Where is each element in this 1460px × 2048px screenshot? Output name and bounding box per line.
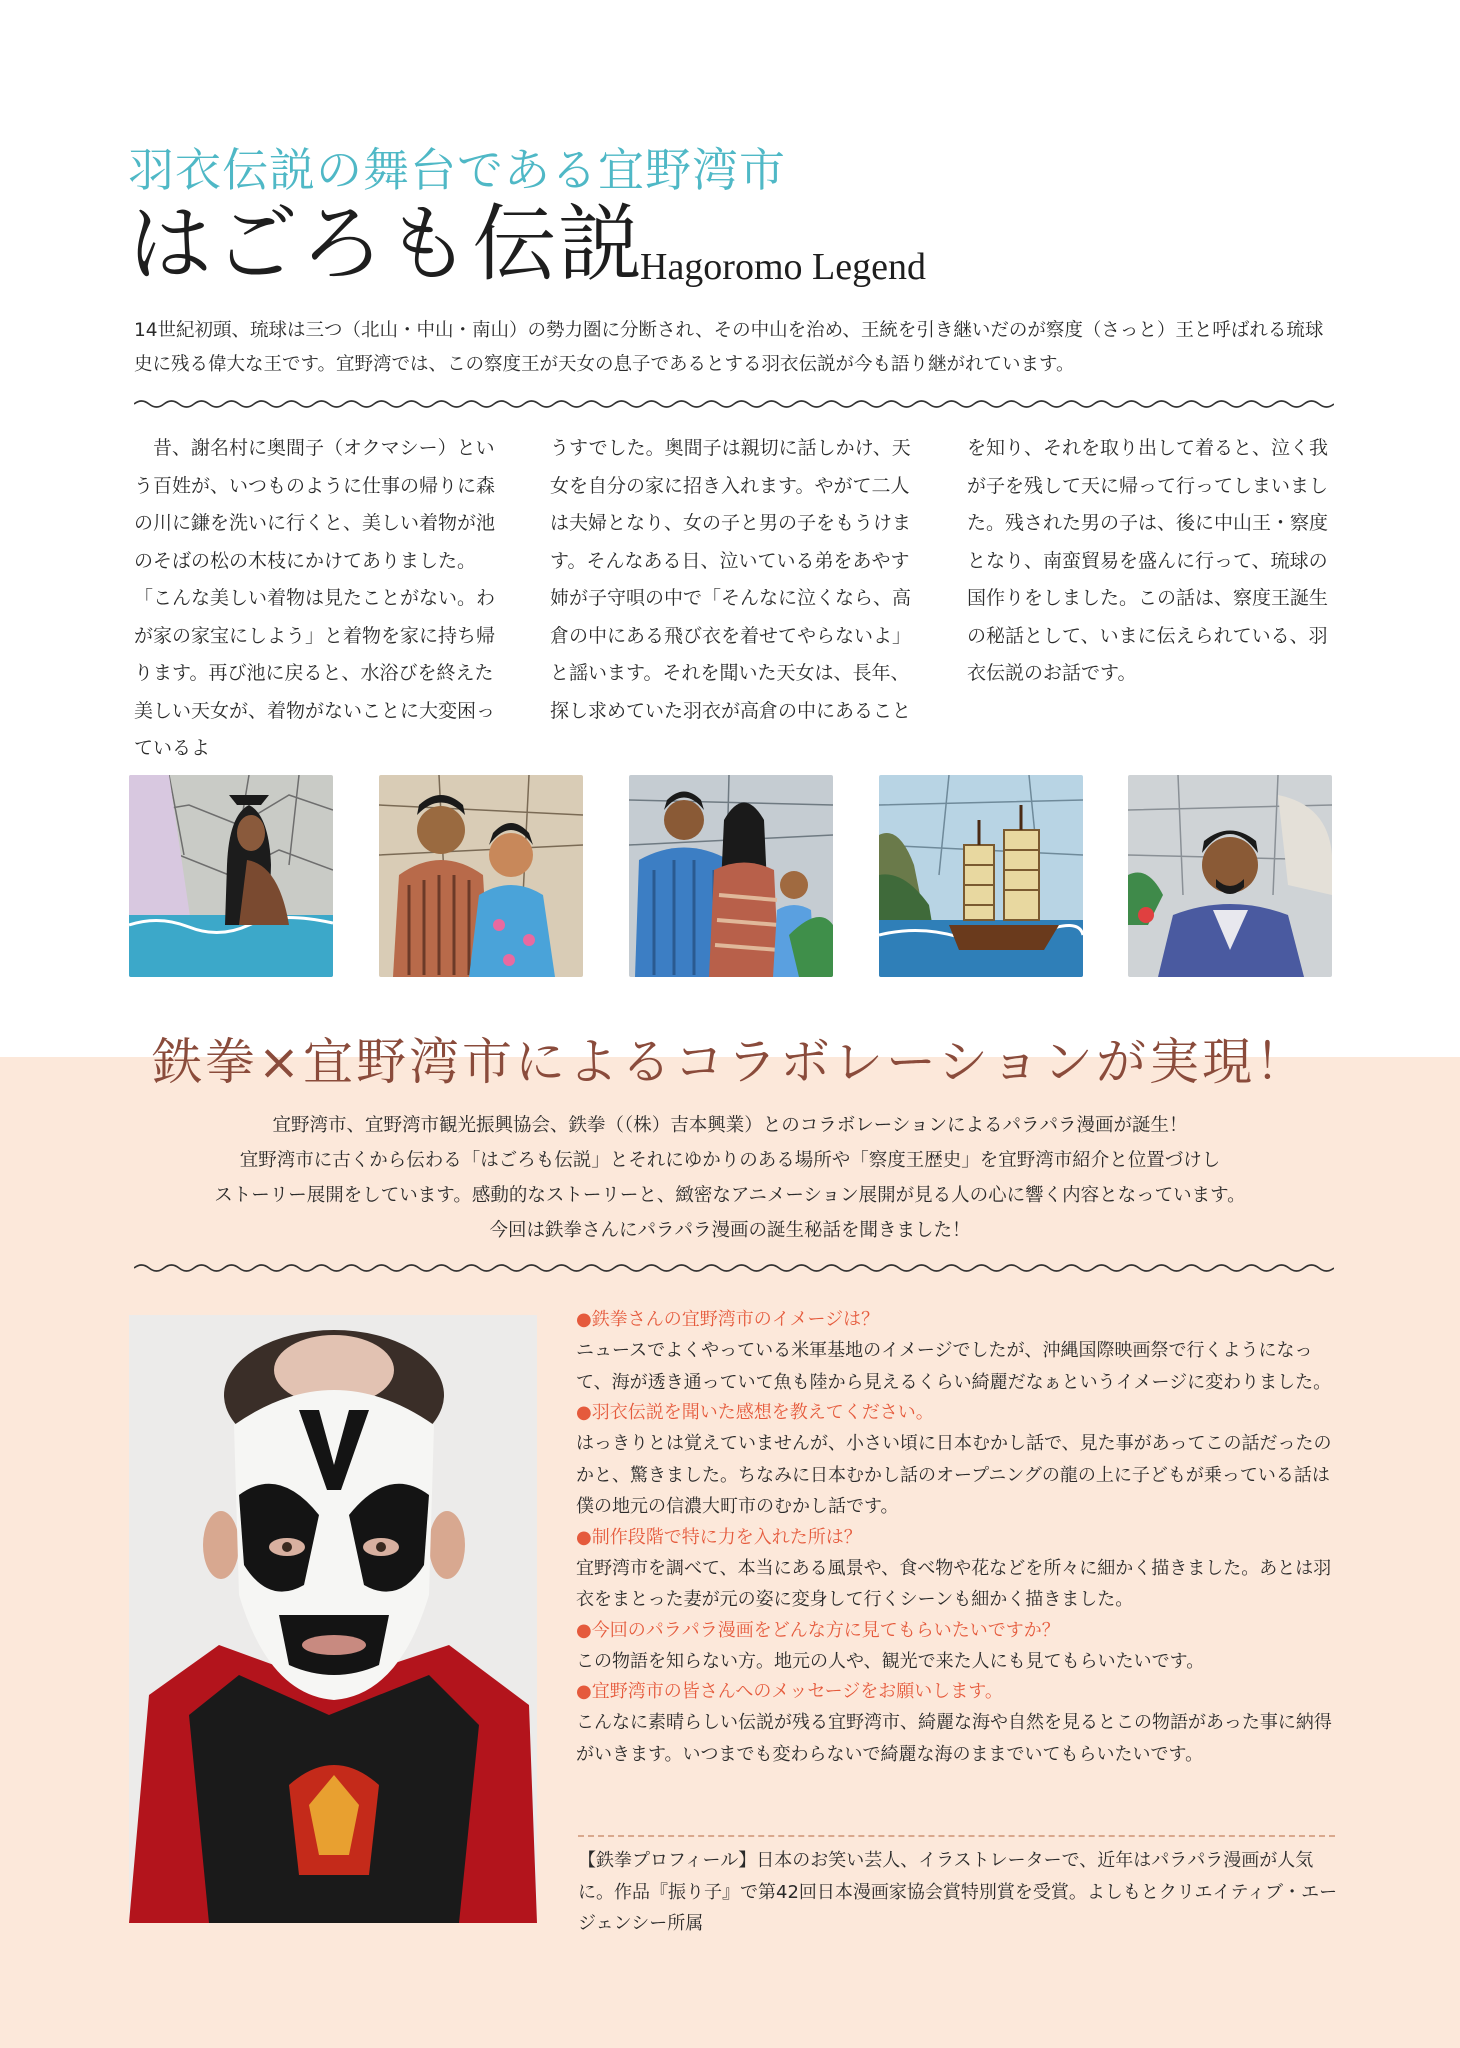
interview-section [576, 1305, 1336, 1770]
interview-item [576, 1677, 1336, 1770]
collab-line: 今回は鉄拳さんにパラパラ漫画の誕生秘話を聞きました！ [489, 1220, 971, 1241]
interview-answer: はっきりとは覚えていませんが、小さい頃に日本むかし話で、見た事があってこの話だったのかと、驚きました。ちなみに日本むかし話のオープニングの龍の上に子どもが乗っている話は僕の地元の信濃大町市のむかし話です。 [576, 1433, 1332, 1517]
intro-text: 14世紀初頭、琉球は三つ（北山・中山・南山）の勢力圏に分断され、その中山を治め、王統を引き継いだのが察度（さっと）王と呼ばれる琉球史に残る偉大な王です。宜野湾では、この察度王が天女の息子であるとする羽衣伝説が今も語り継がれています。 [134, 320, 1324, 375]
mosaic-family-image [629, 775, 833, 977]
interview-question: ●宜野湾市の皆さんへのメッセージをお願いします。 [576, 1681, 1003, 1702]
interview-item [576, 1523, 1336, 1616]
tekken-profile: 【鉄拳プロフィール】日本のお笑い芸人、イラストレーターで、近年はパラパラ漫画が人気に。作品『振り子』で第42回日本漫画家協会賞特別賞を受賞。よしもとクリエイティブ・エージェンシー所属 [578, 1850, 1338, 1934]
interview-answer: ニュースでよくやっている米軍基地のイメージでしたが、沖縄国際映画祭で行くようになって、海が透き通っていて魚も陸から見えるくらい綺麗だなぁというイメージに変わりました。 [576, 1340, 1332, 1393]
collab-line: 宜野湾市に古くから伝わる「はごろも伝説」とそれにゆかりのある場所や「察度王歴史」を宜野湾市紹介と位置づけし [239, 1150, 1221, 1171]
story-column-1: 昔、謝名村に奥間子（オクマシー）という百姓が、いつものように仕事の帰りに森の川に鎌を洗いに行くと、美しい着物が池のそばの松の木枝にかけてありました。「こんな美しい着物は見たことがない。わが家の家宝にしよう」と着物を家に持ち帰ります。再び池に戻ると、水浴びを終えた美しい天女が、着物がないことに大変困っているよ [134, 437, 496, 759]
page-title: はごろも伝説 [128, 195, 645, 293]
interview-question: ●今回のパラパラ漫画をどんな方に見てもらいたいですか？ [576, 1619, 1060, 1641]
page-title-english: Hagoromo Legend [640, 246, 926, 288]
interview-question: ●羽衣伝説を聞いた感想を教えてください。 [576, 1402, 934, 1423]
interview-item [576, 1616, 1336, 1678]
interview-answer: 宜野湾市を調べて、本当にある風景や、食べ物や花などを所々に細かく描きました。あとは羽衣をまとった妻が元の姿に変身して行くシーンも細かく描きました。 [576, 1557, 1332, 1610]
mosaic-ship-image [879, 775, 1083, 977]
collab-line: 宜野湾市、宜野湾市観光振興協会、鉄拳（（株）吉本興業）とのコラボレーションによるパラパラ漫画が誕生！ [272, 1115, 1188, 1136]
interview-question: ●制作段階で特に力を入れた所は？ [576, 1526, 862, 1548]
wavy-divider [134, 396, 1334, 412]
mosaic-tennyo-bathing-image [129, 775, 333, 977]
interview-question: ●鉄拳さんの宜野湾市のイメージは？ [576, 1309, 880, 1330]
story-column-2: うすでした。奥間子は親切に話しかけ、天女を自分の家に招き入れます。やがて二人は夫婦となり、女の子と男の子をもうけます。そんなある日、泣いている弟をあやす姉が子守唄の中で「そんなに泣くなら、高倉の中にある飛び衣を着せてやらないよ」と謡います。それを聞いた天女は、長年、探し求めていた羽衣が高倉の中にあること [550, 437, 912, 722]
story-column-3: を知り、それを取り出して着ると、泣く我が子を残して天に帰って行ってしまいました。残された男の子は、後に中山王・察度となり、南蛮貿易を盛んに行って、琉球の国作りをしました。この話は、察度王誕生の秘話として、いまに伝えられている、羽衣伝説のお話です。 [967, 437, 1329, 684]
interview-item [576, 1305, 1336, 1398]
collab-description [120, 1108, 1340, 1248]
mosaic-couple-image [379, 775, 583, 977]
mosaic-king-satto-image [1128, 775, 1332, 977]
page-subtitle: 羽衣伝説の舞台である宜野湾市 [128, 143, 786, 197]
interview-answer: こんなに素晴らしい伝説が残る宜野湾市、綺麗な海や自然を見るとこの物語があった事に納得がいきます。いつまでも変わらないで綺麗な海のままでいてもらいたいです。 [576, 1712, 1332, 1765]
interview-answer: この物語を知らない方。地元の人や、観光で来た人にも見てもらいたいです。 [576, 1650, 1205, 1672]
collab-title: 鉄拳×宜野湾市によるコラボレーションが実現！ [152, 1033, 1308, 1091]
wavy-divider [134, 1260, 1334, 1276]
collab-line: ストーリー展開をしています。感動的なストーリーと、緻密なアニメーション展開が見る人の心に響く内容となっています。 [214, 1185, 1246, 1206]
profile-divider [578, 1835, 1335, 1837]
tekken-portrait-photo [129, 1315, 537, 1923]
interview-item [576, 1398, 1336, 1523]
